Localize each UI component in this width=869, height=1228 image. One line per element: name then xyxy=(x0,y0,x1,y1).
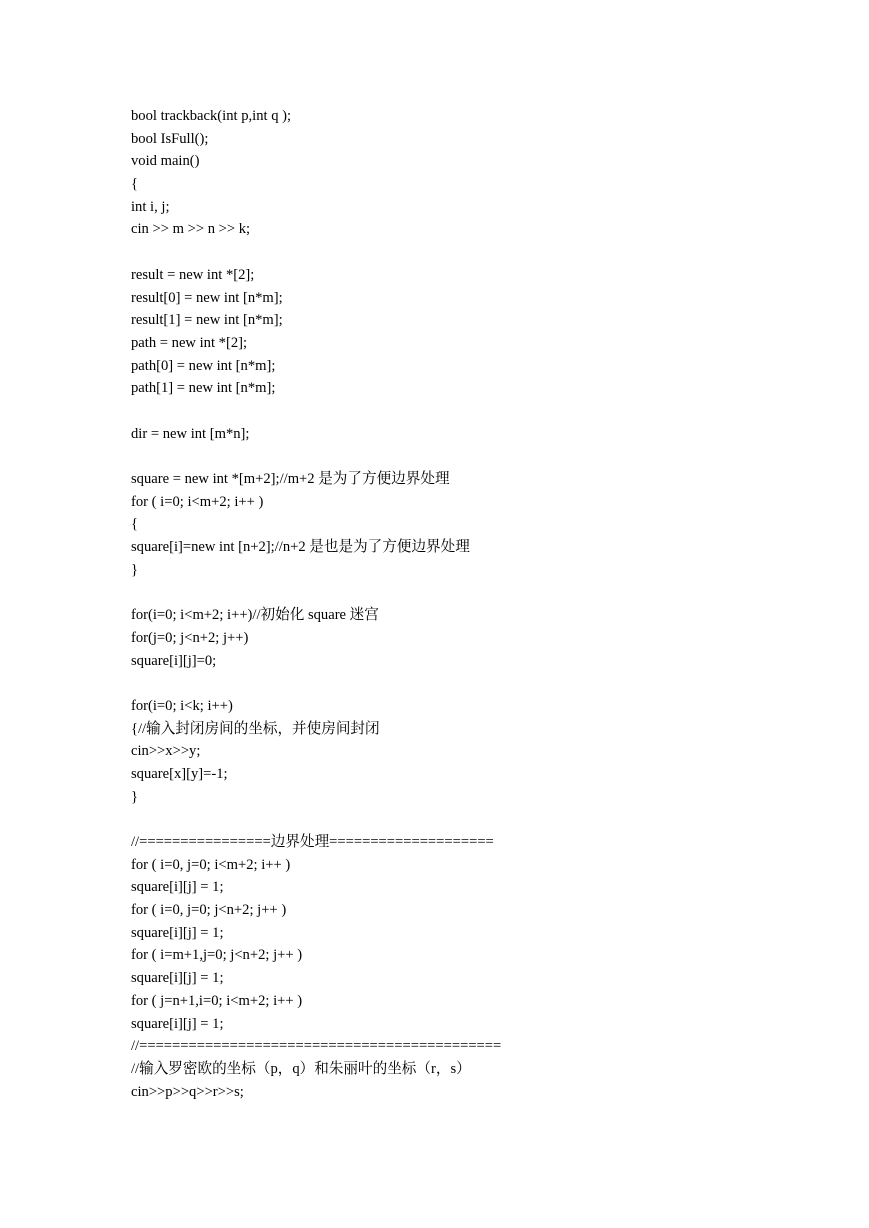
code-line xyxy=(131,808,831,831)
code-line: result = new int *[2]; xyxy=(131,266,255,283)
code-line: for ( i=0, j=0; i<m+2; i++ ) xyxy=(131,856,291,873)
code-line: void main() xyxy=(131,153,200,170)
code-line: square = new int *[m+2];//m+2 是为了方便边界处理 xyxy=(131,471,450,487)
code-line xyxy=(131,241,831,264)
code-line: //============================================ xyxy=(131,1038,502,1055)
code-line: } xyxy=(131,561,139,578)
code-line: path[1] = new int [n*m]; xyxy=(131,380,276,397)
code-line: square[i]=new int [n+2];//n+2 是也是为了方便边界处理 xyxy=(131,539,470,556)
code-line: cin>>x>>y; xyxy=(131,743,201,760)
code-line: for ( i=0; i<m+2; i++ ) xyxy=(131,493,264,510)
code-line: square[i][j] = 1; xyxy=(131,970,224,987)
code-line: result[0] = new int [n*m]; xyxy=(131,289,283,306)
code-listing xyxy=(131,105,831,1103)
code-line: for(j=0; j<n+2; j++) xyxy=(131,629,249,646)
code-line: square[i][j] = 1; xyxy=(131,879,224,896)
code-line xyxy=(131,400,831,423)
code-line xyxy=(131,672,831,695)
code-line: for(i=0; i<m+2; i++)//初始化 square 迷宫 xyxy=(131,607,379,624)
code-line: for ( j=n+1,i=0; i<m+2; i++ ) xyxy=(131,992,303,1009)
code-line: } xyxy=(131,788,139,805)
code-line xyxy=(131,445,831,468)
code-line: result[1] = new int [n*m]; xyxy=(131,312,283,329)
code-line: square[i][j] = 1; xyxy=(131,1015,224,1032)
code-line: //输入罗密欧的坐标（p，q）和朱丽叶的坐标（r，s） xyxy=(131,1060,471,1077)
code-line: square[i][j]=0; xyxy=(131,652,217,669)
code-line: int i, j; xyxy=(131,198,170,215)
code-line: bool IsFull(); xyxy=(131,130,209,147)
code-line: //================边界处理==================== xyxy=(131,834,494,850)
code-line: for(i=0; i<k; i++) xyxy=(131,697,233,714)
code-line xyxy=(131,581,831,604)
code-line: cin >> m >> n >> k; xyxy=(131,221,251,238)
code-line: { xyxy=(131,516,139,533)
code-line: dir = new int [m*n]; xyxy=(131,425,250,442)
code-line: path[0] = new int [n*m]; xyxy=(131,357,276,374)
code-line: square[i][j] = 1; xyxy=(131,924,224,941)
code-line: square[x][y]=-1; xyxy=(131,765,228,782)
code-line: bool trackback(int p,int q ); xyxy=(131,108,292,124)
code-line: for ( i=0, j=0; j<n+2; j++ ) xyxy=(131,902,287,919)
code-line: { xyxy=(131,176,139,193)
code-line: path = new int *[2]; xyxy=(131,334,248,351)
code-line: {//输入封闭房间的坐标，并使房间封闭 xyxy=(131,720,380,737)
code-line: cin>>p>>q>>r>>s; xyxy=(131,1083,244,1100)
code-line: for ( i=m+1,j=0; j<n+2; j++ ) xyxy=(131,947,303,964)
